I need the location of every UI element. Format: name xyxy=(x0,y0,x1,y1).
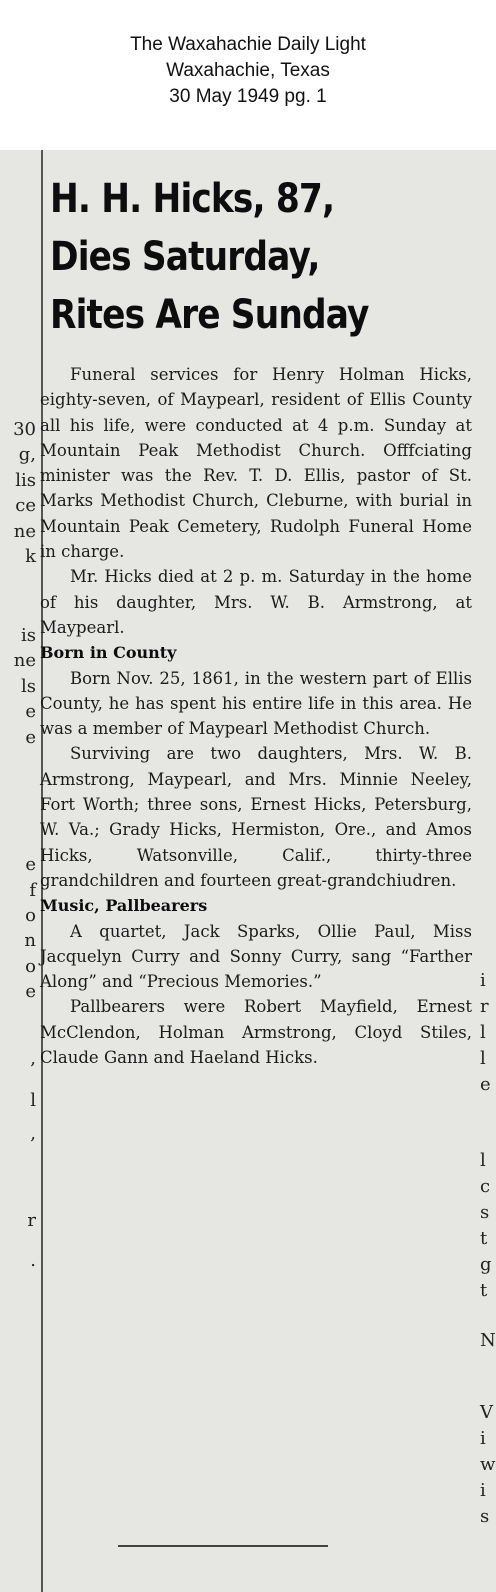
left-fragment: ls xyxy=(21,676,36,697)
paragraph-survivors: Surviving are two daughters, Mrs. W. B. Armstrong, Maypearl, and Mrs. Minnie Neeley, Fort Worth; three sons, Ernest Hicks, Petersburg, W. Va.; Grady Hicks, Hermiston, Ore., and Amos Hicks, Watsonville, Calif., thirty-three grandchildren and fourteen great-grandchiudren. xyxy=(40,744,472,890)
right-fragment: s xyxy=(480,1506,490,1527)
paragraph-funeral-services: Funeral services for Henry Holman Hicks, eighty-seven, of Maypearl, resident of Ellis County all his life, were conducted at 4 p.m. Sunday at Mountain Peak Methodist Church. Offfciating minister was the Rev. T. D. Ellis, pastor of St. Marks Methodist Church, Cleburne, with burial in Mountain Peak Cemetery, Rudolph Funeral Home in charge. xyxy=(40,365,472,562)
right-fragment: l xyxy=(480,1048,486,1069)
left-fragment: n xyxy=(24,930,36,951)
issue-date-page: 30 May 1949 pg. 1 xyxy=(169,86,327,107)
left-fragment: ne xyxy=(13,650,36,671)
subhead-music-pallbearers: Music, Pallbearers xyxy=(40,896,208,916)
left-fragment: is xyxy=(21,625,36,646)
article-headline xyxy=(50,170,411,344)
headline-line: Dies Saturday, xyxy=(50,234,320,280)
right-fragment: l xyxy=(480,1022,486,1043)
left-fragment: o xyxy=(25,956,36,977)
left-fragment: e xyxy=(25,727,36,748)
left-fragment: e xyxy=(25,701,36,722)
left-fragment: r xyxy=(27,1210,36,1231)
left-fragment: 30 xyxy=(13,419,36,440)
headline-line: Rites Are Sunday xyxy=(50,292,369,338)
archive-caption xyxy=(0,0,496,150)
left-fragment: , xyxy=(30,1123,36,1144)
right-fragment: s xyxy=(480,1202,490,1223)
right-fragment: g xyxy=(480,1254,492,1275)
newspaper-location: Waxahachie, Texas xyxy=(166,60,330,81)
subhead-born-in-county: Born in County xyxy=(40,643,177,663)
left-fragment: g, xyxy=(18,444,36,465)
right-fragment: i xyxy=(480,1480,486,1501)
right-fragment: V xyxy=(480,1402,493,1423)
article-body xyxy=(40,362,472,1070)
right-fragment: i xyxy=(480,970,486,991)
paragraph-pallbearers: Pallbearers were Robert Mayfield, Ernest McClendon, Holman Armstrong, Cloyd Stiles, Claude Gann and Haeland Hicks. xyxy=(40,997,472,1068)
right-fragment: c xyxy=(480,1176,491,1197)
newspaper-name: The Waxahachie Daily Light xyxy=(130,34,366,55)
left-fragment: e xyxy=(25,854,36,875)
right-fragment: e xyxy=(480,1074,491,1095)
left-fragment: e xyxy=(25,981,36,1002)
left-fragment: ce xyxy=(15,495,36,516)
left-fragment: k xyxy=(25,546,36,567)
left-fragment: lis xyxy=(15,470,36,491)
paragraph-birth: Born Nov. 25, 1861, in the western part of Ellis County, he has spent his entire life in this area. He was a member of Maypearl Methodist Church. xyxy=(40,668,472,739)
left-fragment: . xyxy=(30,1250,36,1271)
right-fragment: i xyxy=(480,1428,486,1449)
left-fragment: o xyxy=(25,905,36,926)
left-fragment: l xyxy=(30,1090,36,1111)
paragraph-death: Mr. Hicks died at 2 p. m. Saturday in the home of his daughter, Mrs. W. B. Armstrong, at Maypearl. xyxy=(40,567,472,637)
right-fragment: w xyxy=(480,1454,496,1475)
left-fragment: ne xyxy=(13,521,36,542)
end-of-article-rule xyxy=(118,1545,328,1547)
left-fragment: f xyxy=(29,880,36,901)
right-fragment: r xyxy=(480,996,489,1017)
headline-line: H. H. Hicks, 87, xyxy=(50,176,335,222)
right-fragment: N xyxy=(480,1330,496,1351)
newspaper-clipping xyxy=(0,150,496,1592)
right-fragment: t xyxy=(480,1228,488,1249)
right-fragment: t xyxy=(480,1280,488,1301)
left-fragment: , xyxy=(30,1048,36,1069)
paragraph-music: A quartet, Jack Sparks, Ollie Paul, Miss Jacquelyn Curry and Sonny Curry, sang “Farther Along” and “Precious Memories.” xyxy=(40,921,472,992)
right-fragment: l xyxy=(480,1150,486,1171)
